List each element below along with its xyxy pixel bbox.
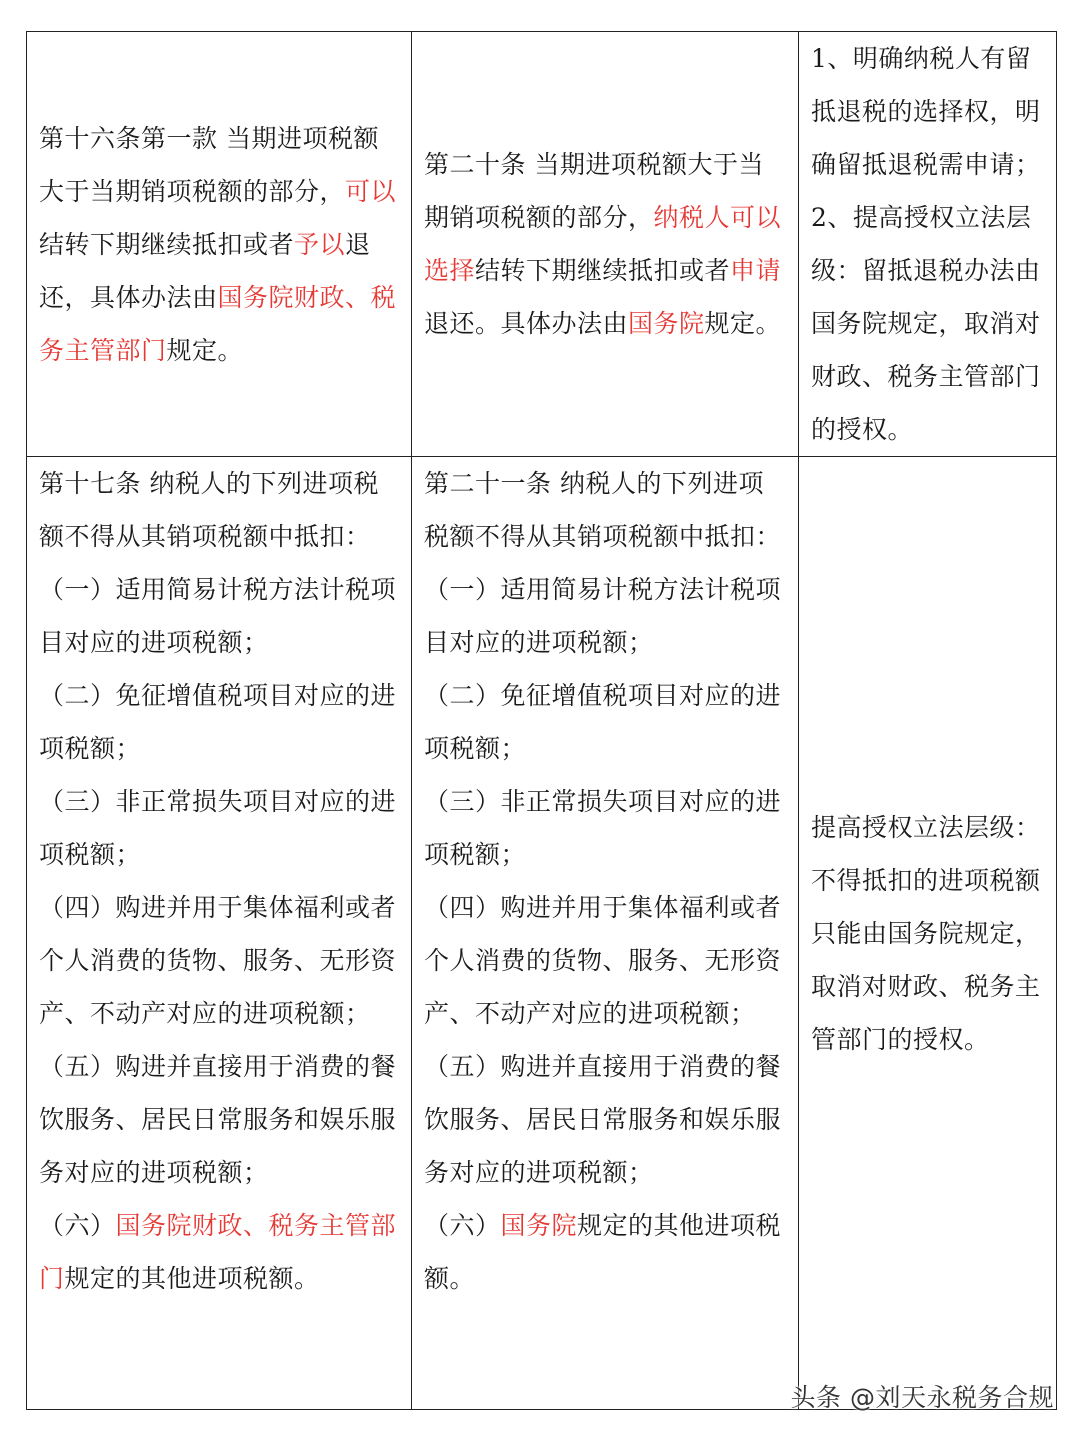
law-text: 退还。具体办法由 xyxy=(424,309,629,338)
law-paragraph xyxy=(424,775,786,881)
law-text: （五）购进并直接用于消费的餐饮服务、居民日常服务和娱乐服务对应的进项税额； xyxy=(424,1052,782,1187)
law-text: （三）非正常损失项目对应的进项税额； xyxy=(424,787,782,869)
law-text: 规定。 xyxy=(704,309,782,338)
note-item: 提高授权立法层级：不得抵扣的进项税额只能由国务院规定，取消对财政、税务主管部门的授权。 xyxy=(811,812,1041,1054)
watermark: 头条 @刘天永税务合规 xyxy=(790,1383,1054,1412)
table-row xyxy=(27,32,1057,457)
law-text: 第十七条 纳税人的下列进项税额不得从其销项税额中抵扣： xyxy=(39,469,379,551)
law-text: 结转下期继续抵扣或者 xyxy=(475,256,731,285)
highlighted-text: 可以 xyxy=(345,176,397,206)
highlighted-text: 申请 xyxy=(730,256,782,285)
law-text: 退还，具体办法由 xyxy=(39,229,371,312)
highlighted-text: 国务院财政、税务主管部门 xyxy=(39,282,397,365)
highlighted-text: 国务院财政、税务主管部门 xyxy=(39,1211,397,1293)
law-text: 第二十一条 纳税人的下列进项税额不得从其销项税额中抵扣： xyxy=(424,469,782,551)
law-text: （六） xyxy=(39,1211,116,1240)
law-paragraph xyxy=(39,1199,399,1305)
note-cell xyxy=(799,457,1057,1410)
law-paragraph xyxy=(39,669,399,775)
law-text: （五）购进并直接用于消费的餐饮服务、居民日常服务和娱乐服务对应的进项税额； xyxy=(39,1052,397,1187)
law-text: （四）购进并用于集体福利或者个人消费的货物、服务、无形资产、不动产对应的进项税额； xyxy=(39,893,397,1028)
highlighted-text: 纳税人可以选择 xyxy=(424,203,782,285)
law-paragraph xyxy=(39,563,399,669)
law-text: （四）购进并用于集体福利或者个人消费的货物、服务、无形资产、不动产对应的进项税额； xyxy=(424,893,782,1028)
highlighted-text: 国务院 xyxy=(628,309,705,338)
highlighted-text: 国务院 xyxy=(500,1211,578,1240)
law-text: （一）适用简易计税方法计税项目对应的进项税额； xyxy=(39,575,397,657)
table-row xyxy=(27,457,1057,1410)
law-paragraph xyxy=(424,1199,786,1305)
law-paragraph xyxy=(39,881,399,1040)
law-text: （一）适用简易计税方法计税项目对应的进项税额； xyxy=(424,575,782,657)
law-paragraph xyxy=(39,457,399,563)
new-law-cell xyxy=(412,32,799,457)
law-text: （三）非正常损失项目对应的进项税额； xyxy=(39,787,397,869)
law-paragraph xyxy=(39,775,399,881)
note-item: 2、提高授权立法层级：留抵退税办法由国务院规定，取消对财政、税务主管部门的授权。 xyxy=(811,203,1041,444)
comparison-table xyxy=(26,31,1057,1410)
law-paragraph xyxy=(424,563,786,669)
law-text: （六） xyxy=(424,1211,501,1240)
law-text: 规定。 xyxy=(166,335,244,365)
law-text: （二）免征增值税项目对应的进项税额； xyxy=(39,681,397,763)
law-text: （二）免征增值税项目对应的进项税额； xyxy=(424,681,782,763)
law-paragraph xyxy=(424,457,786,563)
law-text: 第十六条第一款 当期进项税额大于当期销项税额的部分， xyxy=(39,123,379,206)
law-paragraph xyxy=(424,881,786,1040)
highlighted-text: 予以 xyxy=(294,229,346,259)
new-law-cell xyxy=(412,457,799,1410)
law-text: 规定的其他进项税额。 xyxy=(64,1264,320,1293)
law-paragraph xyxy=(39,1040,399,1199)
law-text: 结转下期继续抵扣或者 xyxy=(39,229,295,259)
note-cell xyxy=(799,32,1057,457)
old-law-cell xyxy=(27,32,412,457)
old-law-cell xyxy=(27,457,412,1410)
note-item: 1、明确纳税人有留抵退税的选择权，明确留抵退税需申请； xyxy=(811,44,1041,179)
law-text: 规定的其他进项税额。 xyxy=(424,1211,782,1293)
law-paragraph xyxy=(424,669,786,775)
law-paragraph xyxy=(424,1040,786,1199)
law-text: 第二十条 当期进项税额大于当期销项税额的部分， xyxy=(424,150,764,232)
